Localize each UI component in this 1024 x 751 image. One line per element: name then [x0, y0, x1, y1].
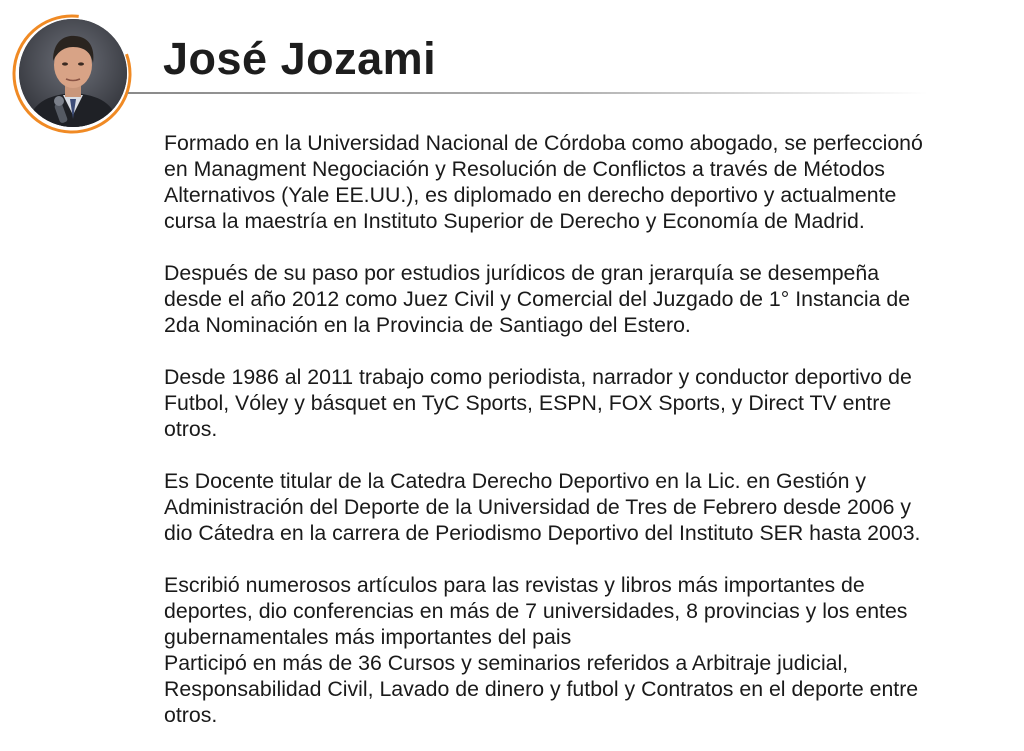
biography	[164, 130, 1014, 728]
bio-paragraph: Formado en la Universidad Nacional de Córdoba como abogado, se perfeccionó en Managment Negociación y Resolución de Conflictos a través de Métodos Alternativos (Yale EE.UU.), es diplomado en derecho deportivo y actualmente cursa la maestría en Instituto Superior de Derecho y Economía de Madrid.	[164, 131, 923, 233]
person-portrait-icon	[19, 19, 127, 127]
bio-paragraph: Después de su paso por estudios jurídicos de gran jerarquía se desempeña desde el año 2012 como Juez Civil y Comercial del Juzgado de 1° Instancia de 2da Nominación en la Provincia de Santiago del Estero.	[164, 261, 911, 337]
bio-paragraph: Desde 1986 al 2011 trabajo como periodista, narrador y conductor deportivo de Futbol, Vóley y básquet en TyC Sports, ESPN, FOX Sports, y Direct TV entre otros.	[164, 365, 912, 441]
bio-paragraph: Es Docente titular de la Catedra Derecho Deportivo en la Lic. en Gestión y Administración del Deporte de la Universidad de Tres de Febrero desde 2006 y dio Cátedra en la carrera de Periodismo Deportivo del Instituto SER hasta 2003.	[164, 469, 921, 545]
profile-photo	[10, 12, 134, 136]
page-title: José Jozami	[163, 33, 437, 84]
title-divider	[128, 92, 928, 94]
bio-paragraph: Escribió numerosos artículos para las revistas y libros más importantes de deportes, dio conferencias en más de 7 universidades, 8 provincias y los entes gubernamentales más importantes del pais	[164, 573, 908, 649]
bio-paragraph: Participó en más de 36 Cursos y seminarios referidos a Arbitraje judicial, Responsabilidad Civil, Lavado de dinero y futbol y Contratos en el deporte entre otros.	[164, 651, 919, 727]
avatar	[19, 19, 127, 127]
